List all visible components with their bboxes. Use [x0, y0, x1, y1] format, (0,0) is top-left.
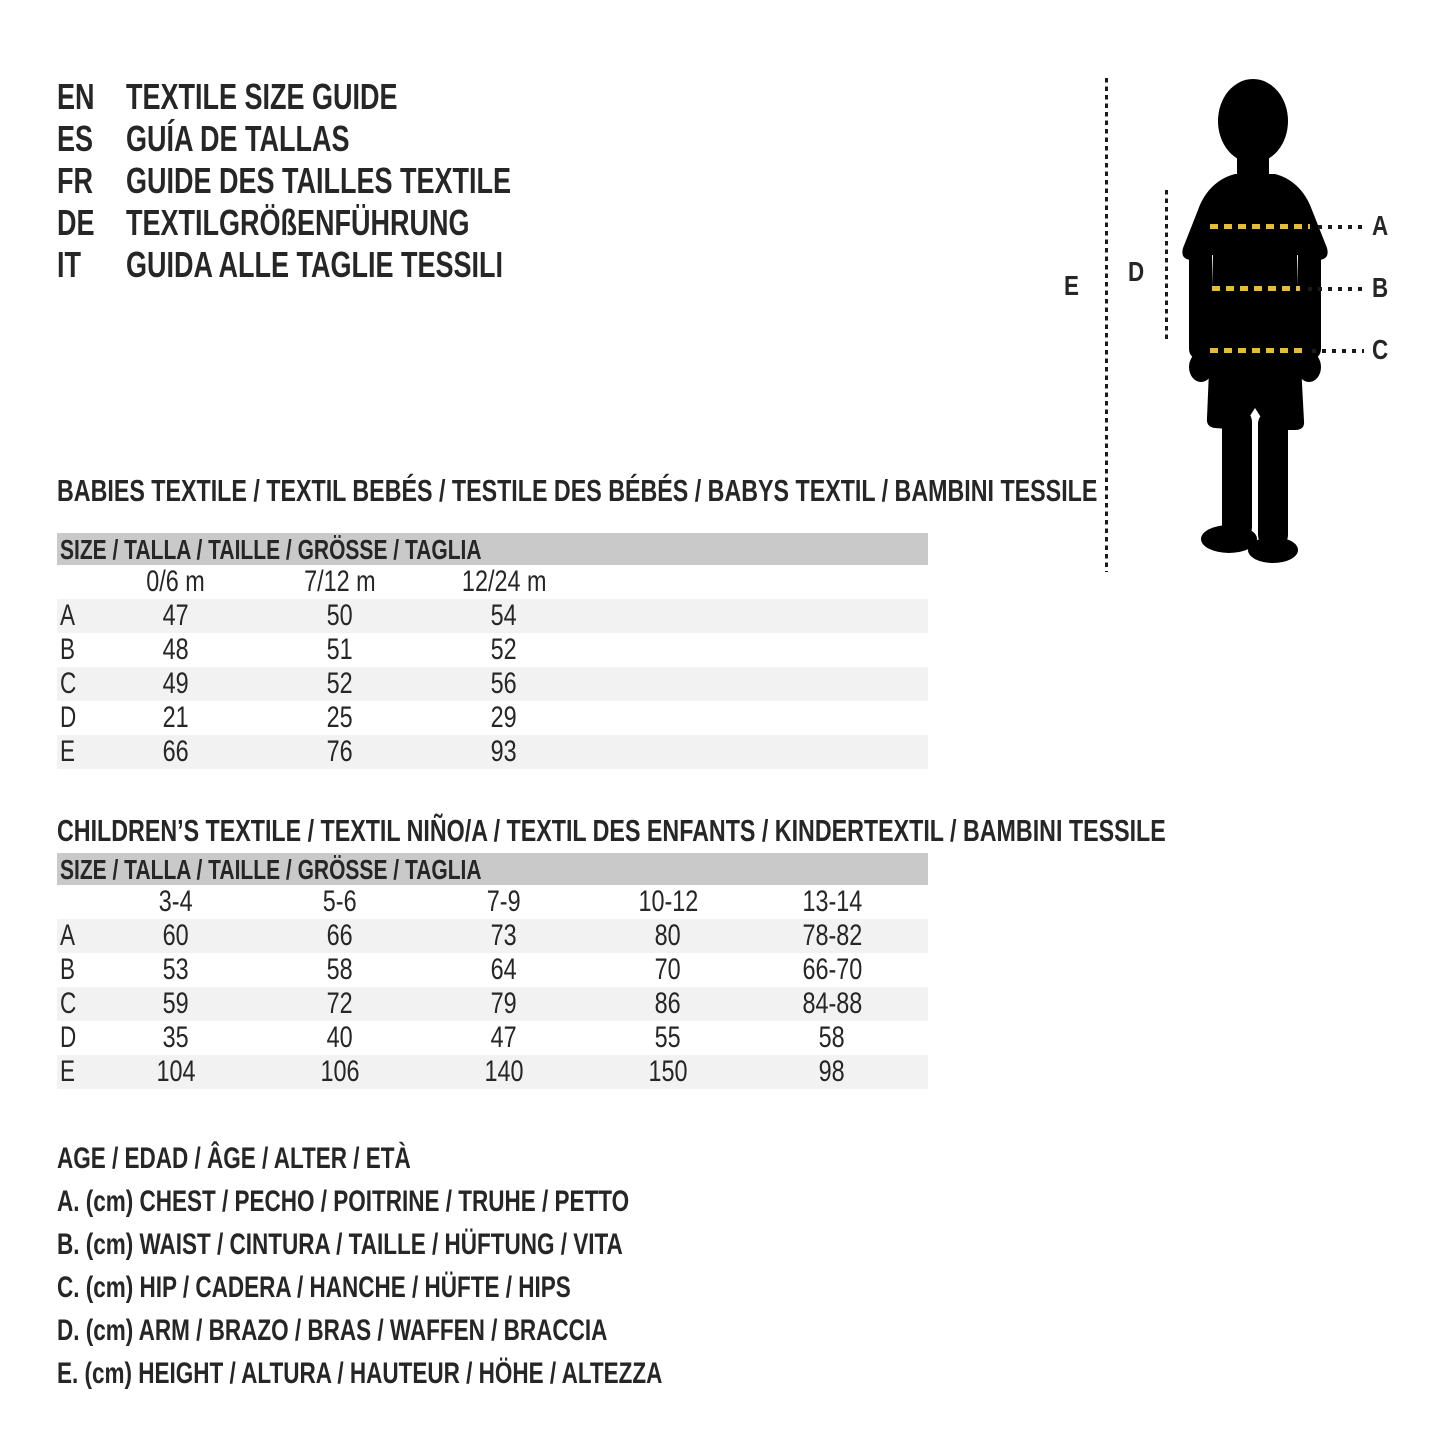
table-cell: 51	[326, 633, 354, 666]
children-row-d	[57, 1021, 928, 1055]
row-label: E	[60, 735, 76, 768]
legend-hip: C. (cm) HIP / CADERA / HANCHE / HÜFTE / HIPS	[57, 1271, 571, 1304]
table-cell: 59	[162, 987, 190, 1020]
table-cell: 84-88	[802, 987, 862, 1020]
lang-code: FR	[57, 160, 93, 201]
table-cell: 54	[490, 599, 518, 632]
babies-row-c	[57, 667, 928, 701]
legend-height: E. (cm) HEIGHT / ALTURA / HAUTEUR / HÖHE / ALTEZZA	[57, 1357, 663, 1390]
children-col-header: 3-4	[159, 885, 193, 918]
legend-waist: B. (cm) WAIST / CINTURA / TAILLE / HÜFTUNG / VITA	[57, 1228, 623, 1261]
row-label: C	[60, 987, 77, 1020]
row-label: B	[60, 953, 76, 986]
guide-title-it: GUIDA ALLE TAGLIE TESSILI	[126, 244, 504, 285]
lang-row-en	[57, 76, 639, 118]
measure-label-c: C	[1372, 334, 1389, 365]
hip-measure-dashes	[1210, 348, 1307, 353]
legend-age: AGE / EDAD / ÂGE / ALTER / ETÀ	[57, 1142, 411, 1175]
lang-code: DE	[57, 202, 95, 243]
table-cell: 64	[490, 953, 518, 986]
table-cell: 25	[326, 701, 354, 734]
table-cell: 29	[490, 701, 518, 734]
children-size-header-bar	[57, 853, 928, 885]
babies-size-table	[57, 533, 928, 769]
table-cell: 56	[490, 667, 518, 700]
measure-label-d: D	[1128, 256, 1145, 287]
babies-column-header-row	[57, 565, 928, 599]
children-section-title-text: CHILDREN’S TEXTILE / TEXTIL NIÑO/A / TEXTIL DES ENFANTS / KINDERTEXTIL / BAMBINI TESSILE	[57, 813, 1166, 848]
measurement-legend	[57, 1137, 864, 1395]
table-cell: 50	[326, 599, 354, 632]
table-cell: 76	[326, 735, 354, 768]
babies-col-header: 7/12 m	[304, 565, 376, 598]
lang-code: ES	[57, 118, 94, 159]
lang-row-es	[57, 118, 639, 160]
children-section-title	[57, 813, 1445, 848]
table-cell: 140	[484, 1055, 524, 1088]
table-cell: 98	[818, 1055, 846, 1088]
table-cell: 52	[490, 633, 518, 666]
hip-leader-dots	[1312, 349, 1364, 353]
table-cell: 150	[648, 1055, 688, 1088]
table-cell: 66-70	[802, 953, 862, 986]
guide-title-de: TEXTILGRÖßENFÜHRUNG	[126, 202, 470, 243]
chest-measure-dashes	[1210, 224, 1310, 229]
measurement-diagram	[1060, 70, 1430, 595]
arm-measure-line-d	[1165, 190, 1168, 343]
table-cell: 48	[162, 633, 190, 666]
waist-leader-dots	[1308, 287, 1364, 291]
table-cell: 40	[326, 1021, 354, 1054]
babies-row-e	[57, 735, 928, 769]
table-cell: 52	[326, 667, 354, 700]
legend-arm: D. (cm) ARM / BRAZO / BRAS / WAFFEN / BRACCIA	[57, 1314, 608, 1347]
children-col-header: 13-14	[802, 885, 862, 918]
children-row-b	[57, 953, 928, 987]
table-cell: 104	[156, 1055, 196, 1088]
table-cell: 86	[654, 987, 682, 1020]
table-cell: 72	[326, 987, 354, 1020]
table-cell: 70	[654, 953, 682, 986]
guide-title-es: GUÍA DE TALLAS	[126, 118, 350, 159]
children-size-table	[57, 853, 928, 1089]
row-label: D	[60, 1021, 77, 1054]
lang-row-it	[57, 244, 639, 286]
legend-chest: A. (cm) CHEST / PECHO / POITRINE / TRUHE / PETTO	[57, 1185, 630, 1218]
row-label: A	[60, 599, 76, 632]
measure-label-b: B	[1372, 272, 1389, 303]
table-cell: 78-82	[802, 919, 862, 952]
children-col-header: 10-12	[638, 885, 698, 918]
table-cell: 73	[490, 919, 518, 952]
babies-col-header: 0/6 m	[146, 565, 206, 598]
guide-title-fr: GUIDE DES TAILLES TEXTILE	[126, 160, 512, 201]
table-cell: 58	[818, 1021, 846, 1054]
lang-code: EN	[57, 76, 95, 117]
babies-section-title	[57, 473, 1444, 508]
babies-row-a	[57, 599, 928, 633]
table-cell: 66	[326, 919, 354, 952]
table-cell: 66	[162, 735, 190, 768]
table-cell: 47	[162, 599, 190, 632]
lang-row-de	[57, 202, 639, 244]
table-cell: 79	[490, 987, 518, 1020]
children-size-header-text: SIZE / TALLA / TAILLE / GRÖSSE / TAGLIA	[60, 854, 482, 885]
row-label: B	[60, 633, 76, 666]
babies-col-header: 12/24 m	[461, 565, 547, 598]
waist-measure-dashes	[1212, 286, 1300, 291]
babies-size-header-text: SIZE / TALLA / TAILLE / GRÖSSE / TAGLIA	[60, 534, 482, 565]
table-cell: 53	[162, 953, 190, 986]
table-cell: 93	[490, 735, 518, 768]
measure-label-a: A	[1372, 210, 1389, 241]
table-cell: 80	[654, 919, 682, 952]
table-cell: 58	[326, 953, 354, 986]
table-cell: 35	[162, 1021, 190, 1054]
table-cell: 47	[490, 1021, 518, 1054]
children-col-header: 5-6	[323, 885, 357, 918]
table-cell: 55	[654, 1021, 682, 1054]
babies-row-d	[57, 701, 928, 735]
children-col-header: 7-9	[487, 885, 521, 918]
table-cell: 21	[162, 701, 190, 734]
babies-section-title-text: BABIES TEXTILE / TEXTIL BEBÉS / TESTILE DES BÉBÉS / BABYS TEXTIL / BAMBINI TESSILE	[57, 473, 1098, 508]
chest-leader-dots	[1318, 225, 1364, 229]
row-label: E	[60, 1055, 76, 1088]
guide-title-en: TEXTILE SIZE GUIDE	[126, 76, 398, 117]
table-cell: 49	[162, 667, 190, 700]
table-cell: 60	[162, 919, 190, 952]
babies-row-b	[57, 633, 928, 667]
lang-row-fr	[57, 160, 639, 202]
children-column-header-row	[57, 885, 928, 919]
lang-code: IT	[57, 244, 81, 285]
table-cell: 106	[320, 1055, 360, 1088]
children-row-a	[57, 919, 928, 953]
language-title-block	[57, 76, 639, 286]
row-label: A	[60, 919, 76, 952]
row-label: D	[60, 701, 77, 734]
row-label: C	[60, 667, 77, 700]
children-row-c	[57, 987, 928, 1021]
measure-label-e: E	[1064, 270, 1079, 301]
babies-size-header-bar	[57, 533, 928, 565]
children-row-e	[57, 1055, 928, 1089]
